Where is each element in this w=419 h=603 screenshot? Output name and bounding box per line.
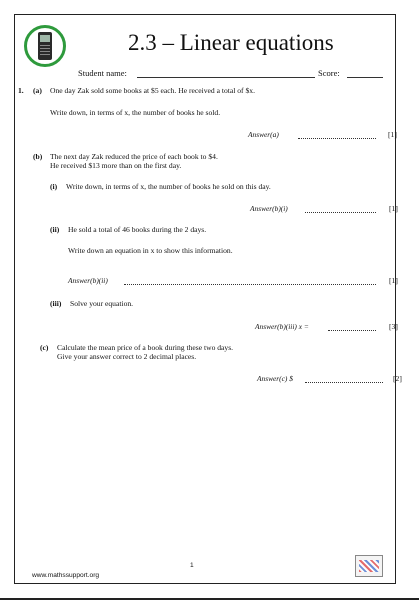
part-a-instruction: Write down, in terms of x, the number of books he sold. — [50, 108, 221, 117]
answer-biii-field[interactable] — [328, 330, 376, 331]
part-c-text2: Give your answer correct to 2 decimal places. — [57, 352, 197, 361]
website-footer: www.mathssupport.org — [32, 572, 100, 579]
answer-bi-label: Answer(b)(i) — [250, 204, 288, 213]
part-b-text1: The next day Zak reduced the price of each book to $4. — [50, 152, 218, 161]
answer-c-field[interactable] — [305, 382, 383, 383]
page-number: 1 — [190, 562, 194, 569]
student-name-label: Student name: — [78, 68, 127, 78]
marks-a: [1] — [388, 130, 397, 139]
answer-c-label: Answer(c) $ — [257, 374, 293, 383]
page-title: 2.3 – Linear equations — [128, 30, 334, 55]
part-b-text2: He received $13 more than on the first day. — [50, 161, 182, 170]
answer-bii-label: Answer(b)(ii) — [68, 276, 108, 285]
part-a-text: One day Zak sold some books at $5 each. He received a total of $x. — [50, 86, 255, 95]
calculator-logo-icon — [24, 25, 66, 67]
part-a-label: (a) — [33, 86, 42, 95]
part-biii-text: Solve your equation. — [70, 299, 134, 308]
marks-biii: [3] — [389, 322, 398, 331]
marks-c: [2] — [393, 374, 402, 383]
bottom-divider — [0, 598, 419, 600]
answer-biii-label: Answer(b)(iii) x = — [255, 322, 309, 331]
part-bi-label: (i) — [50, 182, 58, 191]
part-bii-label: (ii) — [50, 225, 60, 234]
marks-bii: [1] — [389, 276, 398, 285]
student-name-field[interactable] — [137, 77, 315, 78]
marks-bi: [1] — [389, 204, 398, 213]
question-number: 1. — [18, 86, 24, 95]
part-b-label: (b) — [33, 152, 43, 161]
score-label: Score: — [318, 68, 340, 78]
part-bi-text: Write down, in terms of x, the number of books he sold on this day. — [66, 182, 271, 191]
answer-a-field[interactable] — [298, 138, 376, 139]
part-c-text1: Calculate the mean price of a book during these two days. — [57, 343, 234, 352]
answer-bi-field[interactable] — [305, 212, 376, 213]
part-bii-instruction: Write down an equation in x to show this information. — [68, 246, 233, 255]
maths-support-stamp-icon — [355, 555, 383, 577]
part-bii-text: He sold a total of 46 books during the 2 days. — [68, 225, 207, 234]
part-biii-label: (iii) — [50, 299, 62, 308]
part-c-label: (c) — [40, 343, 49, 352]
answer-bii-field[interactable] — [124, 284, 376, 285]
score-field[interactable] — [347, 77, 383, 78]
answer-a-label: Answer(a) — [248, 130, 279, 139]
